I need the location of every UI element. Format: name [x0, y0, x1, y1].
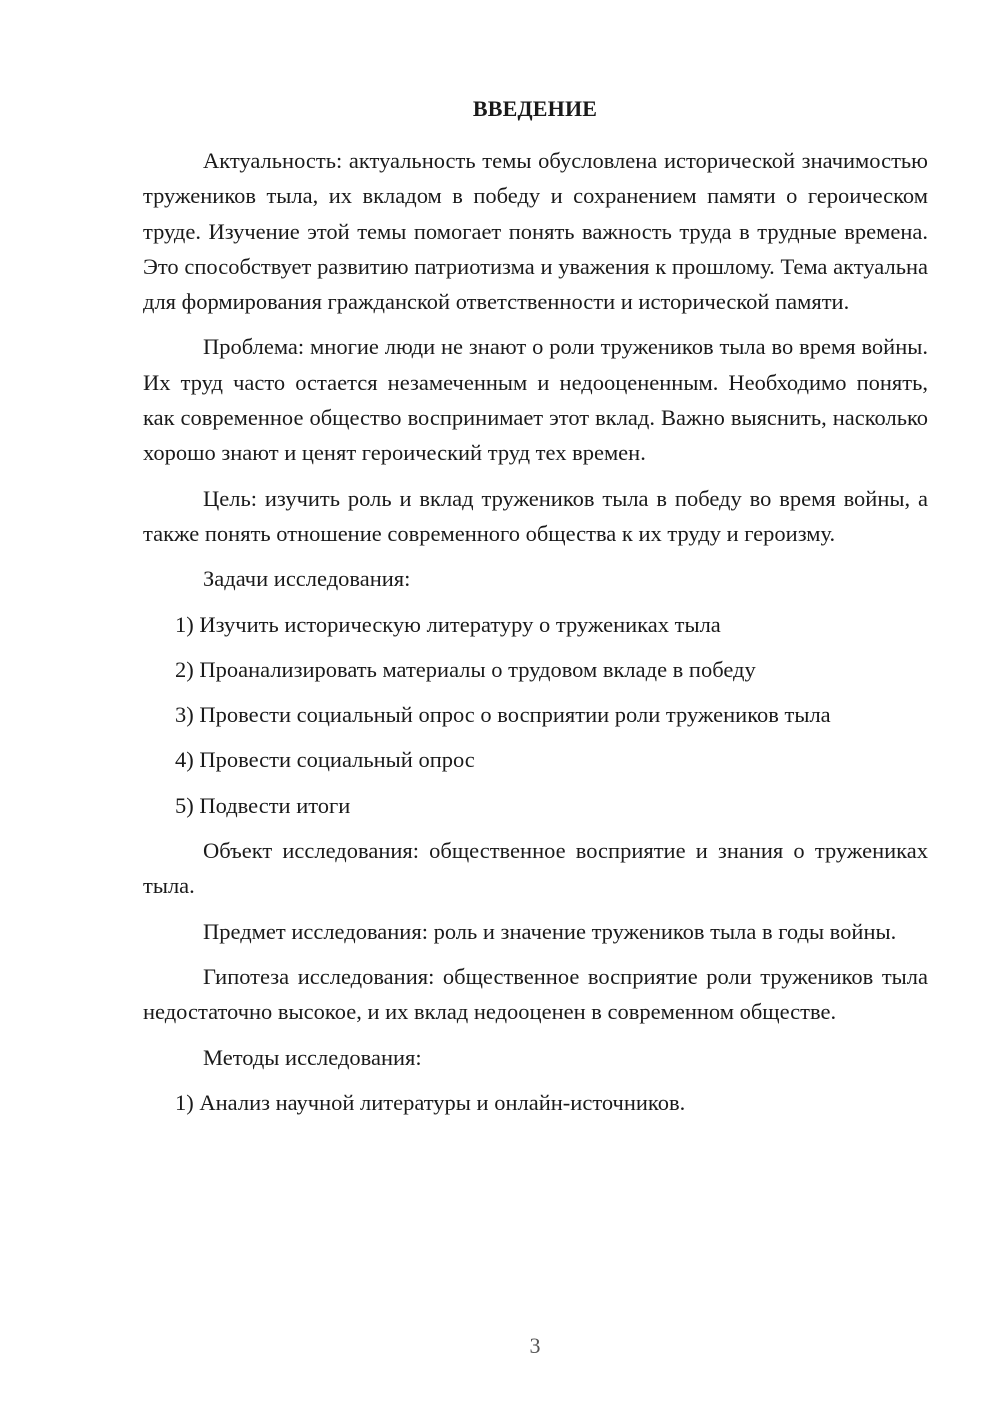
relevance-paragraph: Актуальность: актуальность темы обусловлена исторической значимостью тружеников тыла, их вкладом в победу и сохранением памяти о героическом труде. Изучение этой темы помогает понять важность труда в трудные времена. Это способствует развитию патриотизма и уважения к прошлому. Тема актуальна для формирования гражданской ответственности и исторической памяти. [143, 148, 928, 315]
body-text [143, 143, 928, 1130]
task-item: 3) Провести социальный опрос о восприятии роли тружеников тыла [175, 702, 831, 728]
tasks-heading: Задачи исследования: [203, 566, 411, 592]
task-item: 2) Проанализировать материалы о трудовом вкладе в победу [175, 656, 756, 682]
task-item: 4) Провести социальный опрос [175, 747, 475, 773]
goal-paragraph: Цель: изучить роль и вклад тружеников тыла в победу во время войны, а также понять отношение современного общества к их труду и героизму. [143, 485, 928, 546]
task-item: 1) Изучить историческую литературу о тружениках тыла [175, 611, 721, 637]
hypothesis-paragraph: Гипотеза исследования: общественное восприятие роли тружеников тыла недостаточно высокое, и их вклад недооценен в современном обществе. [143, 963, 928, 1025]
page-number: 3 [529, 1333, 541, 1358]
section-title: ВВЕДЕНИЕ [472, 96, 598, 121]
method-item: 1) Анализ научной литературы и онлайн-источников. [175, 1089, 686, 1115]
methods-heading: Методы исследования: [203, 1044, 422, 1070]
subject-paragraph: Предмет исследования: роль и значение тружеников тыла в годы войны. [203, 918, 897, 944]
object-paragraph: Объект исследования: общественное восприятие и знания о тружениках тыла. [143, 838, 928, 899]
task-item: 5) Подвести итоги [175, 792, 351, 818]
problem-paragraph: Проблема: многие люди не знают о роли тружеников тыла во время войны. Их труд часто остается незамеченным и недооцененным. Необходимо понять, как современное общество воспринимает этот вклад. Важно выяснить, насколько хорошо знают и ценят героический труд тех времен. [143, 334, 928, 466]
